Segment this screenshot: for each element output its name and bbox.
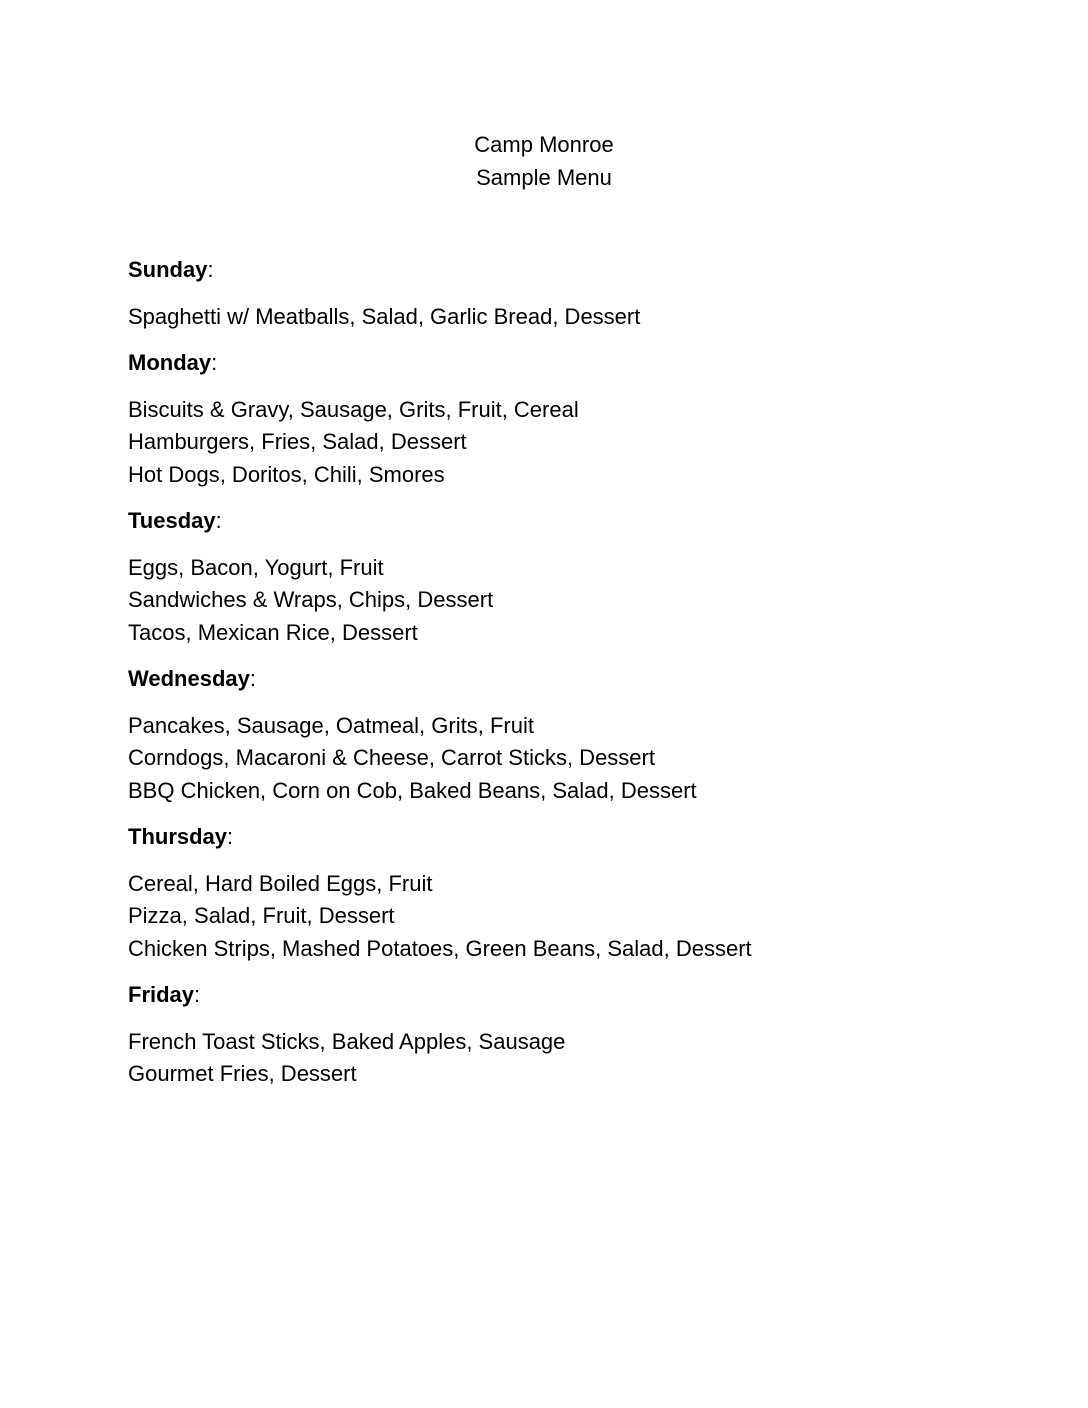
day-heading-colon: : <box>194 982 201 1007</box>
day-heading <box>128 979 988 1012</box>
day-heading <box>128 505 988 538</box>
meal-line: Cereal, Hard Boiled Eggs, Fruit <box>128 870 433 896</box>
menu-content <box>128 254 988 1105</box>
day-section-wednesday <box>128 663 988 807</box>
meal-line: Corndogs, Macaroni & Cheese, Carrot Sticks, Dessert <box>128 745 655 770</box>
day-heading <box>128 347 988 380</box>
camp-name: Camp Monroe <box>474 132 614 157</box>
meal-line: Chicken Strips, Mashed Potatoes, Green Beans, Salad, Dessert <box>128 935 752 961</box>
meal-line: Hamburgers, Fries, Salad, Dessert <box>128 429 467 454</box>
meal-line: Tacos, Mexican Rice, Dessert <box>128 619 418 645</box>
day-name: Wednesday <box>128 666 250 691</box>
meal-line: Pizza, Salad, Fruit, Dessert <box>128 903 395 928</box>
day-heading <box>128 663 988 696</box>
day-section-tuesday <box>128 505 988 649</box>
meal-line: Hot Dogs, Doritos, Chili, Smores <box>128 461 445 487</box>
meal-line: French Toast Sticks, Baked Apples, Sausage <box>128 1028 566 1054</box>
day-heading <box>128 254 988 287</box>
meal-line: Gourmet Fries, Dessert <box>128 1061 357 1086</box>
meal-line: Pancakes, Sausage, Oatmeal, Grits, Fruit <box>128 712 534 738</box>
document-title: Sample Menu <box>476 165 612 190</box>
day-section-sunday <box>128 254 988 333</box>
day-name: Tuesday <box>128 508 216 533</box>
day-section-thursday <box>128 821 988 965</box>
day-section-friday <box>128 979 988 1091</box>
day-heading-colon: : <box>227 824 234 849</box>
meal-line: Biscuits & Gravy, Sausage, Grits, Fruit, Cereal <box>128 396 579 422</box>
day-heading-colon: : <box>215 508 222 533</box>
day-heading-colon: : <box>249 666 256 691</box>
day-heading-colon: : <box>211 350 218 375</box>
day-section-monday <box>128 347 988 491</box>
meal-line: Spaghetti w/ Meatballs, Salad, Garlic Bread, Dessert <box>128 303 641 329</box>
meal-line: Eggs, Bacon, Yogurt, Fruit <box>128 554 384 580</box>
meal-line: Sandwiches & Wraps, Chips, Dessert <box>128 587 494 612</box>
day-heading-colon: : <box>207 257 214 282</box>
document-header <box>0 128 1088 194</box>
day-name: Monday <box>128 350 212 375</box>
day-name: Thursday <box>128 824 228 849</box>
day-heading <box>128 821 988 854</box>
meal-line: BBQ Chicken, Corn on Cob, Baked Beans, Salad, Dessert <box>128 777 697 803</box>
day-name: Friday <box>128 982 195 1007</box>
day-name: Sunday <box>128 257 208 282</box>
